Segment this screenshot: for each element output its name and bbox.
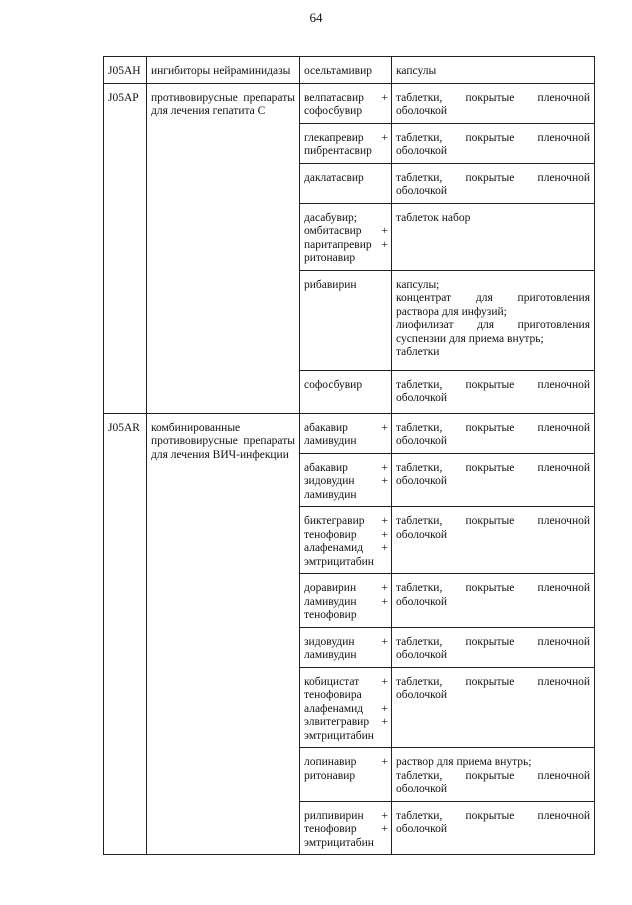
dosage-form-cell <box>392 414 595 453</box>
table-row <box>300 414 595 454</box>
group-name-cell <box>147 84 300 413</box>
drug-name-cell <box>300 748 392 801</box>
drug-name: ритонавир <box>304 769 356 782</box>
table-row <box>300 748 595 802</box>
drug-name: пибрентасвир <box>304 145 372 157</box>
table-row <box>300 271 595 371</box>
table-row <box>300 124 595 164</box>
drug-name: ламивудин <box>304 435 357 447</box>
dosage-form-line: оболочкой <box>396 145 448 157</box>
dosage-form-line: суспензии для приема внутрь; <box>396 332 544 345</box>
drug-name-line <box>304 172 388 186</box>
drug-name: доравирин <box>304 582 357 594</box>
dosage-form-cell <box>392 271 595 370</box>
drug-name-line <box>304 105 388 119</box>
drug-name-line <box>304 823 388 837</box>
drug-name-cell <box>300 57 392 83</box>
drug-name: дасабувир; <box>304 211 357 224</box>
drug-name: абакавир <box>304 461 348 474</box>
drug-name-line <box>304 422 388 436</box>
table-row <box>300 628 595 668</box>
group-name: противовирусные препараты для лечения гепатита С <box>151 91 295 117</box>
drug-name-line <box>304 379 388 393</box>
dosage-form-line: таблетки, покрытые пленочной <box>396 421 590 434</box>
drug-name-line <box>304 515 388 529</box>
combination-plus: + <box>381 675 388 688</box>
combination-plus: + <box>381 716 388 728</box>
combination-plus: + <box>381 823 388 835</box>
combination-plus: + <box>381 91 388 104</box>
dosage-form-line: таблетки, покрытые пленочной <box>396 515 590 527</box>
drug-name-cell <box>300 271 392 370</box>
dosage-form-line: капсулы; <box>396 278 440 291</box>
dosage-form-line: раствор для приема внутрь; <box>396 756 532 768</box>
combination-plus: + <box>381 515 388 527</box>
table-row <box>300 57 595 83</box>
dosage-form-line: капсулы <box>396 65 437 77</box>
drug-name: глекапревир <box>304 131 364 144</box>
drug-name: рилпивирин <box>304 809 364 822</box>
combination-plus: + <box>381 421 388 434</box>
table-row <box>300 371 595 413</box>
table-row <box>300 802 595 855</box>
drug-name: биктегравир <box>304 515 365 527</box>
drug-name-cell <box>300 124 392 163</box>
table-group-row <box>104 57 595 84</box>
dosage-form-line: оболочкой <box>396 823 448 835</box>
atc-code-cell: J05AH <box>104 57 147 83</box>
drug-name: ламивудин <box>304 595 357 608</box>
group-name: комбинированные противовирусные препараты для лечения ВИЧ-инфекции <box>151 421 295 461</box>
drug-name-line <box>304 239 388 253</box>
combination-plus: + <box>381 461 388 474</box>
table-row <box>300 454 595 508</box>
dosage-form-cell <box>392 57 595 83</box>
dosage-form-cell <box>392 204 595 270</box>
drug-name-line <box>304 810 388 824</box>
drug-rows <box>300 414 595 855</box>
dosage-form-line: оболочкой <box>396 435 448 447</box>
table-row <box>300 204 595 271</box>
drug-name: ритонавир <box>304 252 356 264</box>
drug-rows <box>300 57 595 83</box>
combination-plus: + <box>381 809 388 822</box>
drug-name-line <box>304 489 388 503</box>
drug-name-line <box>304 542 388 556</box>
dosage-form-line: оболочкой <box>396 475 448 487</box>
drug-name-line <box>304 837 388 851</box>
drug-table <box>103 56 595 855</box>
dosage-form-line: таблеток набор <box>396 211 471 224</box>
combination-plus: + <box>381 702 388 715</box>
drug-name: лопинавир <box>304 756 357 768</box>
drug-name: даклатасвир <box>304 171 364 184</box>
dosage-form-line: оболочкой <box>396 185 448 197</box>
drug-name-cell <box>300 84 392 123</box>
dosage-form-line: таблетки, покрытые пленочной <box>396 635 590 648</box>
drug-name: тенофовир <box>304 528 357 541</box>
dosage-form-line: таблетки, покрытые пленочной <box>396 675 590 688</box>
drug-name-line <box>304 756 388 770</box>
dosage-form-line: таблетки, покрытые пленочной <box>396 378 590 391</box>
drug-name-line <box>304 609 388 623</box>
dosage-form-cell <box>392 574 595 627</box>
dosage-form-cell <box>392 802 595 855</box>
drug-name: тенофовира <box>304 689 362 701</box>
drug-name-line <box>304 92 388 106</box>
dosage-form-line: оболочкой <box>396 649 448 661</box>
drug-name-line <box>304 556 388 570</box>
drug-name-line <box>304 730 388 744</box>
drug-name-line <box>304 145 388 159</box>
drug-name: ламивудин <box>304 649 357 661</box>
drug-name: эмтрицитабин <box>304 555 374 568</box>
dosage-form-cell <box>392 84 595 123</box>
page-number: 64 <box>309 10 323 25</box>
drug-name: рибавирин <box>304 278 357 291</box>
dosage-form-cell <box>392 164 595 203</box>
drug-name: зидовудин <box>304 475 355 487</box>
atc-code-cell: J05AR <box>104 414 147 855</box>
dosage-form-cell <box>392 628 595 667</box>
drug-name: эмтрицитабин <box>304 836 374 849</box>
dosage-form-line: оболочкой <box>396 783 448 795</box>
dosage-form-cell <box>392 668 595 748</box>
drug-name-cell <box>300 574 392 627</box>
table-group-row <box>104 414 595 856</box>
dosage-form-line: концентрат для приготовления <box>396 292 590 304</box>
combination-plus: + <box>381 595 388 608</box>
drug-name-line <box>304 689 388 703</box>
drug-name-cell <box>300 628 392 667</box>
dosage-form-line: таблетки, покрытые пленочной <box>396 769 590 782</box>
drug-name: алафенамид <box>304 542 364 554</box>
drug-name: софосбувир <box>304 105 363 117</box>
drug-name-cell <box>300 454 392 507</box>
drug-name-line <box>304 279 388 293</box>
drug-name-cell <box>300 414 392 453</box>
drug-name: элвитегравир <box>304 716 370 728</box>
dosage-form-line: оболочкой <box>396 689 448 701</box>
drug-name-cell <box>300 507 392 573</box>
drug-name: осельтамивир <box>304 65 372 77</box>
combination-plus: + <box>381 131 388 144</box>
drug-name-line <box>304 475 388 489</box>
combination-plus: + <box>381 475 388 487</box>
combination-plus: + <box>381 756 388 768</box>
drug-name-line <box>304 636 388 650</box>
dosage-form-line: таблетки, покрытые пленочной <box>396 582 590 594</box>
dosage-form-line: таблетки, покрытые пленочной <box>396 461 590 474</box>
drug-name-line <box>304 462 388 476</box>
drug-name: велпатасвир <box>304 91 364 104</box>
drug-name: тенофовир <box>304 823 357 835</box>
drug-name-line <box>304 212 388 226</box>
drug-name: зидовудин <box>304 635 355 648</box>
dosage-form-line: таблетки, покрытые пленочной <box>396 91 590 104</box>
drug-name-line <box>304 529 388 543</box>
drug-name-line <box>304 65 388 79</box>
drug-name-cell <box>300 204 392 270</box>
drug-name-line <box>304 582 388 596</box>
drug-name: омбитасвир <box>304 225 362 237</box>
table-row <box>300 507 595 574</box>
drug-name-line <box>304 596 388 610</box>
dosage-form-cell <box>392 748 595 801</box>
group-name: ингибиторы нейраминидазы <box>151 65 291 77</box>
drug-name-line <box>304 252 388 266</box>
drug-name-cell <box>300 371 392 413</box>
table-row <box>300 574 595 628</box>
atc-code-cell: J05AP <box>104 84 147 413</box>
drug-name-line <box>304 649 388 663</box>
combination-plus: + <box>381 238 388 251</box>
drug-name: ламивудин <box>304 488 357 501</box>
combination-plus: + <box>381 582 388 594</box>
table-row <box>300 84 595 124</box>
group-name-cell <box>147 57 300 83</box>
dosage-form-line: оболочкой <box>396 392 448 404</box>
dosage-form-line: оболочкой <box>396 595 448 608</box>
drug-name-line <box>304 132 388 146</box>
dosage-form-line: лиофилизат для приготовления <box>396 319 590 331</box>
drug-name: алафенамид <box>304 702 364 715</box>
drug-name-line <box>304 716 388 730</box>
dosage-form-cell <box>392 454 595 507</box>
combination-plus: + <box>381 528 388 541</box>
drug-name: кобицистат <box>304 675 360 688</box>
drug-name-cell <box>300 164 392 203</box>
group-name-cell <box>147 414 300 855</box>
dosage-form-line: таблетки, покрытые пленочной <box>396 809 590 822</box>
drug-name: эмтрицитабин <box>304 729 374 742</box>
table-row <box>300 668 595 749</box>
dosage-form-cell <box>392 371 595 413</box>
drug-name-line <box>304 676 388 690</box>
dosage-form-line: таблетки, покрытые пленочной <box>396 171 590 184</box>
dosage-form-line: таблетки <box>396 346 440 358</box>
drug-name-line <box>304 703 388 717</box>
combination-plus: + <box>381 635 388 648</box>
table-row <box>300 164 595 204</box>
drug-name-line <box>304 435 388 449</box>
drug-name: тенофовир <box>304 609 357 621</box>
dosage-form-line: оболочкой <box>396 528 448 541</box>
drug-name-cell <box>300 802 392 855</box>
dosage-form-line: раствора для инфузий; <box>396 305 507 318</box>
drug-name-line <box>304 770 388 784</box>
table-group-row <box>104 84 595 414</box>
drug-rows <box>300 84 595 413</box>
dosage-form-line: таблетки, покрытые пленочной <box>396 131 590 144</box>
combination-plus: + <box>381 225 388 237</box>
dosage-form-cell <box>392 124 595 163</box>
drug-name: паритапревир <box>304 238 372 251</box>
dosage-form-line: оболочкой <box>396 105 448 117</box>
drug-name: абакавир <box>304 421 348 434</box>
drug-name: софосбувир <box>304 378 363 391</box>
drug-name-line <box>304 225 388 239</box>
dosage-form-cell <box>392 507 595 573</box>
combination-plus: + <box>381 542 388 554</box>
drug-name-cell <box>300 668 392 748</box>
